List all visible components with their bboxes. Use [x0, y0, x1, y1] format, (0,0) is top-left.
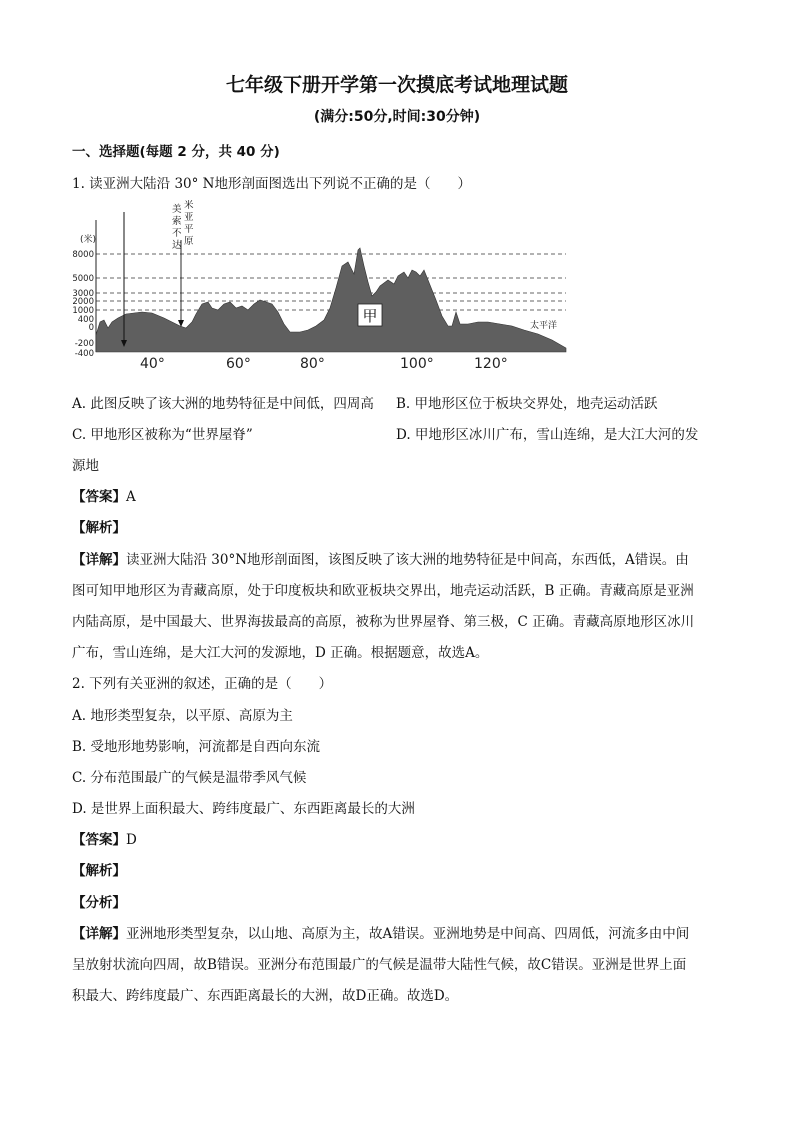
q2-option-b: B. 受地形地势影响，河流都是自西向东流	[72, 739, 321, 755]
exam-title: 七年级下册开学第一次摸底考试地理试题	[225, 74, 568, 96]
x-tick-label: 40°	[140, 356, 165, 372]
q1-option-d-cont: 源地	[72, 458, 99, 474]
q2-detail-line: 积最大、跨纬度最广、东西距离最长的大洲，故D正确。故选D。	[72, 988, 459, 1004]
x-tick-label: 60°	[226, 356, 251, 372]
figure-unit-label: (米)	[80, 235, 97, 245]
q2-detail-line: 【详解】亚洲地形类型复杂，以山地、高原为主，故A错误。亚洲地势是中间高、四周低，河流多由中间	[72, 926, 690, 942]
detail-tag: 【详解】	[72, 926, 126, 942]
svg-text:美: 美	[172, 204, 182, 215]
q1-answer	[72, 485, 136, 505]
q2-detail-line: 呈放射状流向四周，故B错误。亚洲分布范围最广的气候是温带大陆性气候，故C错误。亚洲是世界上面	[72, 957, 687, 973]
q2-fenxi-tag: 【分析】	[72, 895, 126, 911]
y-tick-label: 400	[77, 315, 94, 325]
x-tick-label: 80°	[300, 356, 325, 372]
svg-text:不: 不	[172, 228, 182, 239]
q2-analysis-tag: 【解析】	[72, 863, 126, 879]
x-tick-label: 120°	[474, 356, 508, 372]
y-tick-label: 2000	[72, 297, 94, 307]
section-heading: 一、选择题(每题 2 分，共 40 分)	[72, 144, 280, 160]
x-tick-label: 100°	[400, 356, 434, 372]
q2-option-c: C. 分布范围最广的气候是温带季风气候	[72, 770, 307, 786]
exam-subtitle: (满分:50分,时间:30分钟)	[313, 109, 481, 125]
q1-stem: 1. 读亚洲大陆沿 30° N地形剖面图选出下列说不正确的是（ ）	[72, 176, 471, 192]
q2-option-d: D. 是世界上面积最大、跨纬度最广、东西距离最长的大洲	[72, 801, 415, 817]
terrain-profile-figure	[68, 200, 572, 378]
answer-tag: 【答案】	[72, 832, 126, 848]
q1-option-d: D. 甲地形区冰川广布，雪山连绵，是大江大河的发	[396, 427, 699, 443]
q2-stem: 2. 下列有关亚洲的叙述，正确的是（ ）	[72, 676, 333, 692]
svg-text:达: 达	[172, 240, 182, 251]
y-tick-label: 5000	[72, 274, 94, 284]
y-tick-label: -400	[74, 349, 94, 359]
q1-detail-line: 内陆高原，是中国最大、世界海拔最高的高原，被称为世界屋脊、第三极，C 正确。青藏高原地形区冰川	[72, 614, 695, 630]
svg-text:原: 原	[184, 236, 194, 247]
svg-text:索: 索	[172, 216, 182, 227]
answer-value: A	[126, 489, 136, 505]
svg-text:平: 平	[184, 224, 194, 235]
q1-analysis-tag: 【解析】	[72, 520, 126, 536]
q1-detail-line: 【详解】读亚洲大陆沿 30°N地形剖面图，该图反映了该大洲的地势特征是中间高，东西低，A错误。由	[72, 552, 689, 568]
svg-text:米: 米	[184, 200, 194, 211]
q1-option-c: C. 甲地形区被称为“世界屋脊”	[72, 427, 253, 443]
elevation-gridlines	[96, 254, 566, 310]
plateau-label: 甲	[362, 307, 378, 325]
y-tick-label: 3000	[72, 289, 94, 299]
answer-tag: 【答案】	[72, 489, 126, 505]
q1-detail-line: 图可知甲地形区为青藏高原，处于印度板块和欧亚板块交界出，地壳运动活跃，B 正确。青藏高原是亚洲	[72, 583, 694, 599]
q1-option-a: A. 此图反映了该大洲的地势特征是中间低，四周高	[72, 396, 374, 412]
ocean-label: 太平洋	[530, 321, 558, 331]
q2-answer	[72, 828, 137, 848]
y-tick-label: -200	[74, 339, 94, 349]
y-tick-label: 1000	[72, 306, 94, 316]
detail-tag: 【详解】	[72, 552, 126, 568]
answer-value: D	[126, 832, 137, 848]
terrain-profile	[96, 248, 566, 352]
q1-option-b: B. 甲地形区位于板块交界处，地壳运动活跃	[396, 396, 658, 412]
q2-option-a: A. 地形类型复杂，以平原、高原为主	[72, 708, 293, 724]
y-tick-label: 0	[88, 323, 94, 333]
y-tick-label: 8000	[72, 250, 94, 260]
svg-text:亚: 亚	[184, 212, 194, 223]
q1-detail-line: 广布，雪山连绵，是大江大河的发源地，D 正确。根据题意，故选A。	[72, 645, 489, 661]
mesopotamia-label	[172, 200, 194, 251]
